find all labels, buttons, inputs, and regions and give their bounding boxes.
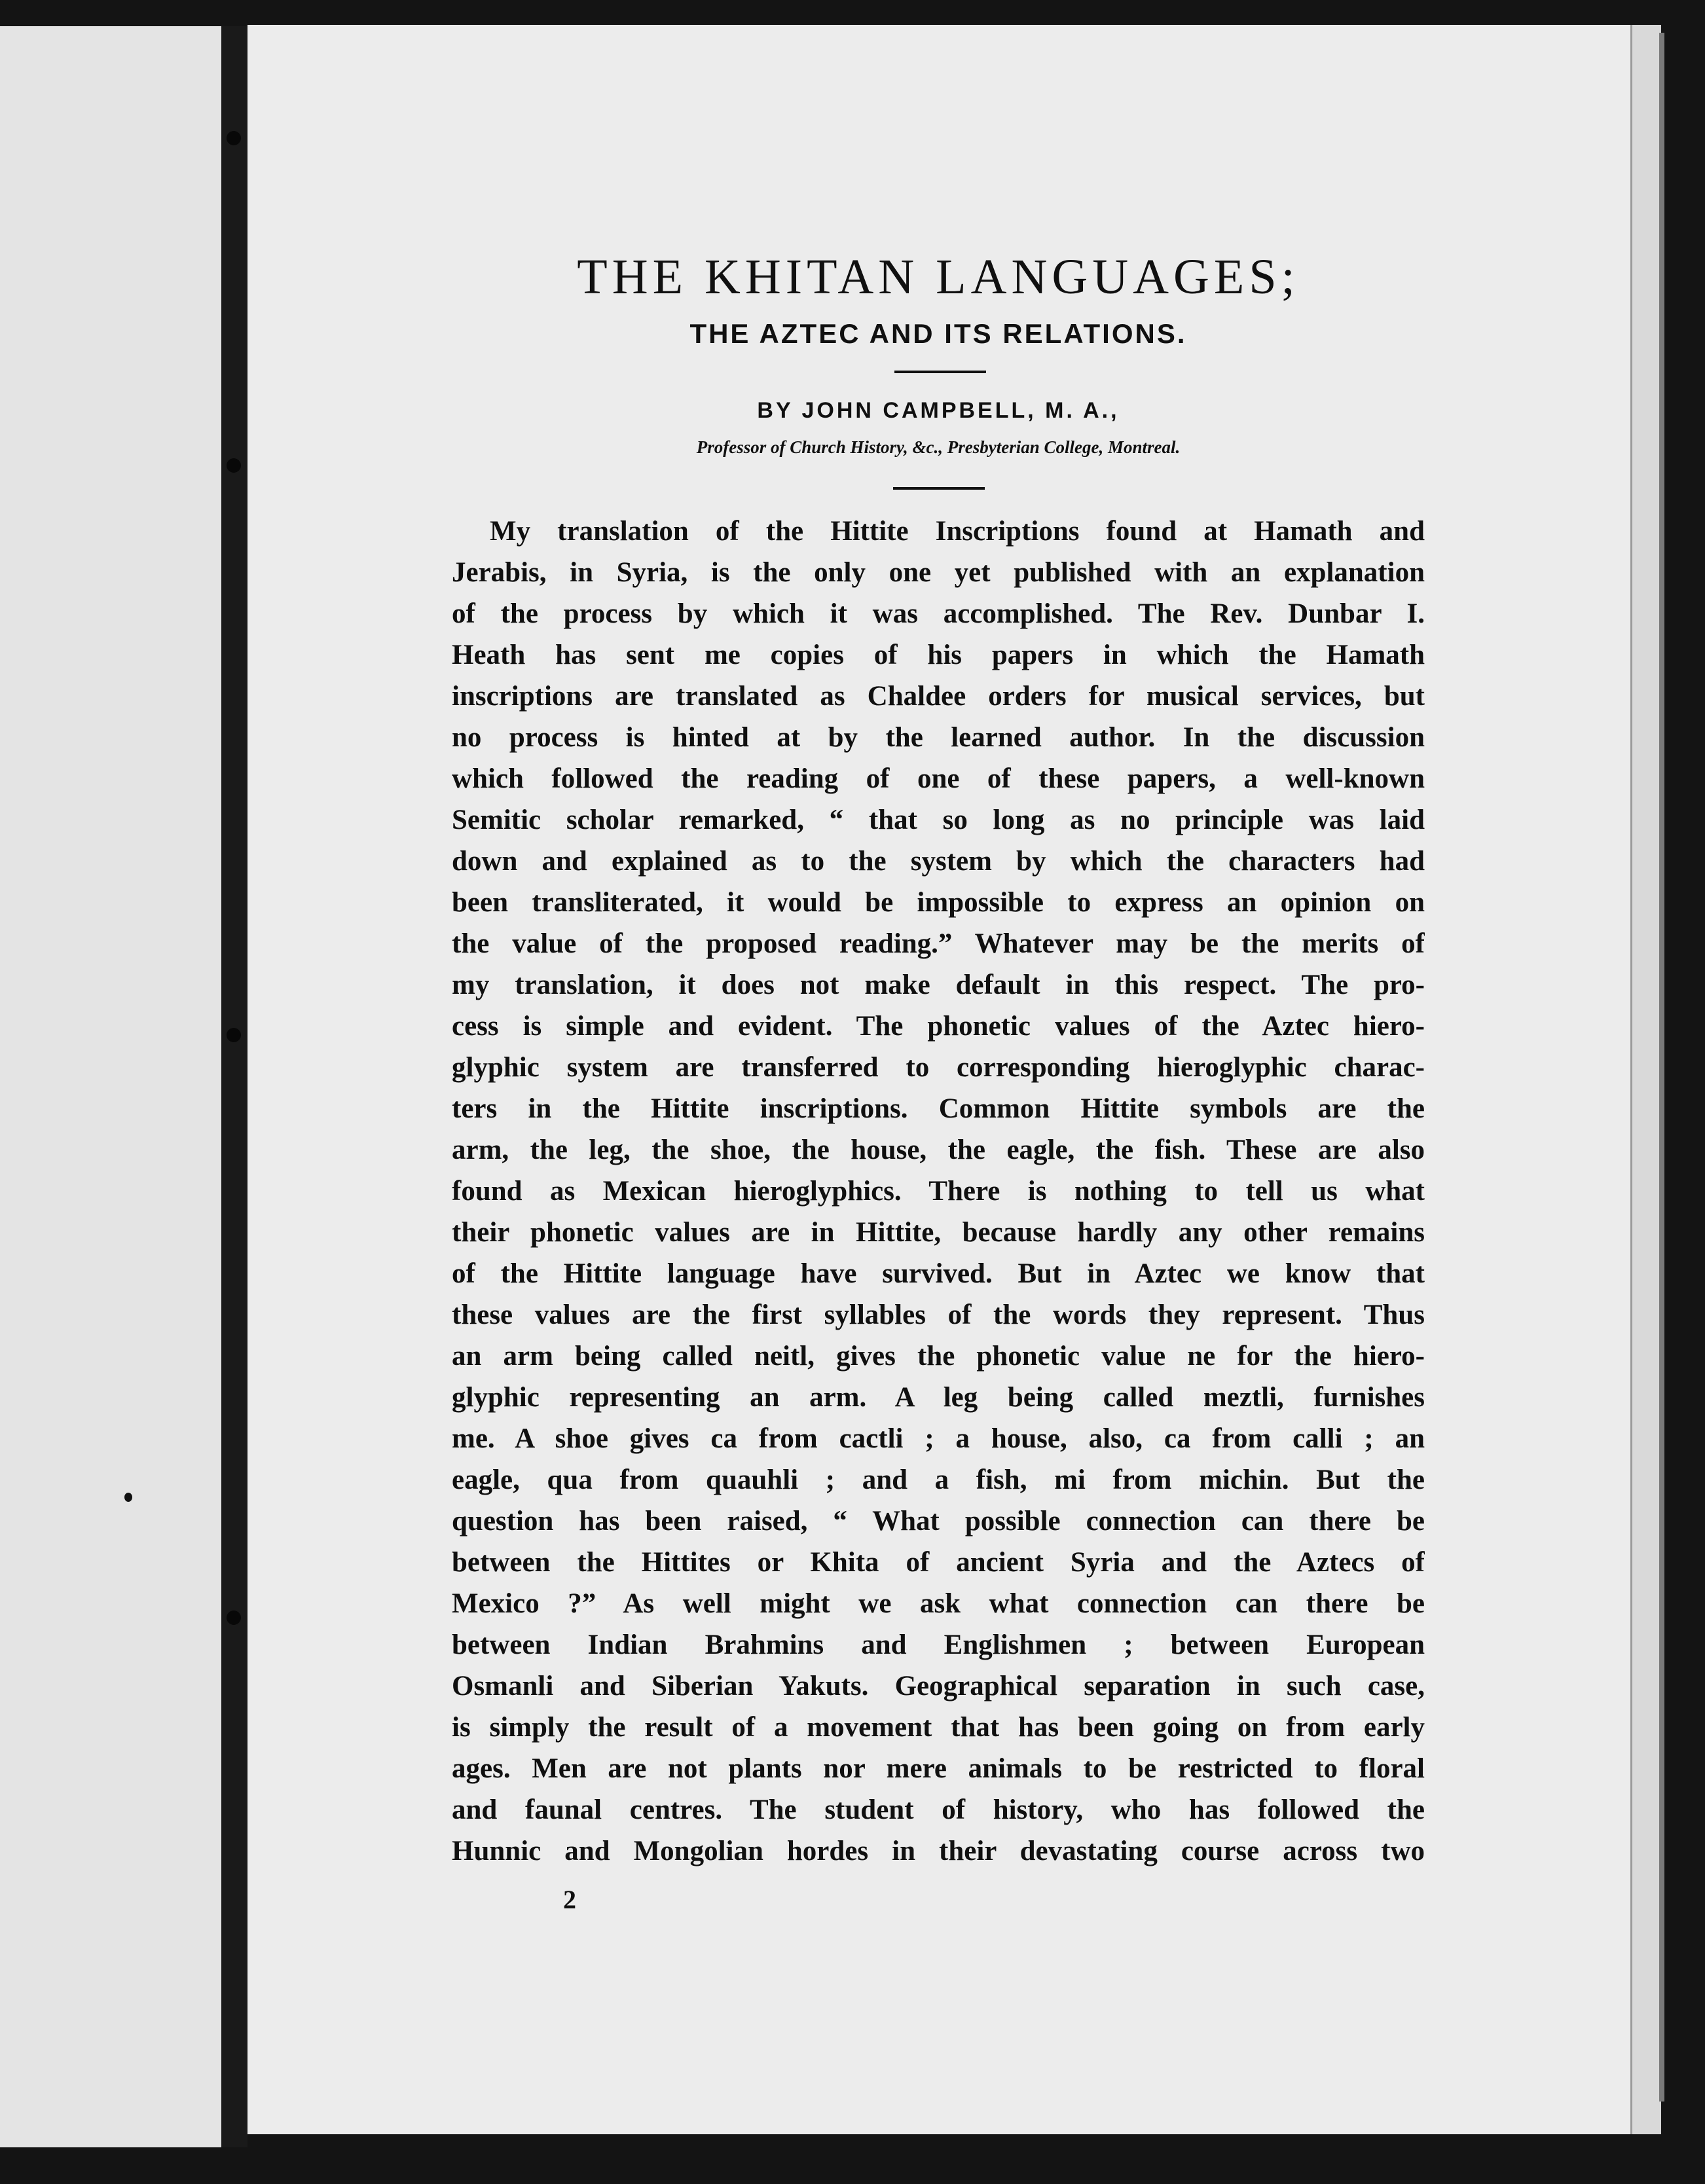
- text-line: inscriptions are translated as Chaldee orders for musical services, but: [452, 681, 1425, 712]
- text-line: Semitic scholar remarked, “ that so long as no principle was laid: [452, 805, 1425, 835]
- binding-thread: [227, 458, 241, 473]
- text-line: found as Mexican hieroglyphics. There is nothing to tell us what: [452, 1176, 1425, 1207]
- text-line: between Indian Brahmins and Englishmen ; between European: [452, 1629, 1425, 1660]
- text-line: Heath has sent me copies of his papers in which the Hamath: [452, 640, 1425, 670]
- text-line: which followed the reading of one of these papers, a well-known: [452, 763, 1425, 794]
- book-gutter: [221, 26, 248, 2147]
- body-text: [452, 511, 1425, 1872]
- text-line: no process is hinted at by the learned author. In the discussion: [452, 722, 1425, 753]
- text-line: question has been raised, “ What possible connection can there be: [452, 1506, 1425, 1537]
- divider-rule: [894, 371, 986, 373]
- text-line: Hunnic and Mongolian hordes in their devastating course across two: [452, 1836, 1425, 1866]
- text-line: My translation of the Hittite Inscriptions found at Hamath and: [490, 516, 1425, 547]
- binding-thread: [227, 1611, 241, 1625]
- text-line: Jerabis, in Syria, is the only one yet published with an explanation: [452, 557, 1425, 588]
- text-line: my translation, it does not make default in this respect. The pro-: [452, 970, 1425, 1000]
- text-line: ages. Men are not plants nor mere animals to be restricted to floral: [452, 1753, 1425, 1784]
- ink-speck: [124, 1493, 132, 1502]
- binding-thread: [227, 131, 241, 145]
- author-byline: BY JOHN CAMPBELL, M. A.,: [757, 398, 1120, 423]
- text-line: of the Hittite language have survived. But in Aztec we know that: [452, 1258, 1425, 1289]
- binding-thread: [227, 1028, 241, 1042]
- text-line: arm, the leg, the shoe, the house, the eagle, the fish. These are also: [452, 1135, 1425, 1165]
- text-line: an arm being called neitl, gives the phonetic value ne for the hiero-: [452, 1341, 1425, 1372]
- text-line: of the process by which it was accomplished. The Rev. Dunbar I.: [452, 598, 1425, 629]
- text-line: been transliterated, it would be impossible to express an opinion on: [452, 887, 1425, 918]
- divider-rule: [893, 487, 985, 490]
- author-affiliation: Professor of Church History, &c., Presbyterian College, Montreal.: [696, 437, 1181, 457]
- page-number: 2: [563, 1885, 576, 1914]
- text-line: eagle, qua from quauhli ; and a fish, mi from michin. But the: [452, 1465, 1425, 1495]
- text-line: between the Hittites or Khita of ancient Syria and the Aztecs of: [452, 1547, 1425, 1578]
- text-line: me. A shoe gives ca from cactli ; a house, also, ca from calli ; an: [452, 1423, 1425, 1454]
- text-line: Osmanli and Siberian Yakuts. Geographical separation in such case,: [452, 1671, 1425, 1702]
- text-line: glyphic representing an arm. A leg being called meztli, furnishes: [452, 1382, 1425, 1413]
- facing-page: [0, 26, 221, 2147]
- text-line: the value of the proposed reading.” Whatever may be the merits of: [452, 928, 1425, 959]
- article-title: THE KHITAN LANGUAGES;: [577, 249, 1300, 304]
- text-line: and faunal centres. The student of history, who has followed the: [452, 1794, 1425, 1825]
- text-line: cess is simple and evident. The phonetic values of the Aztec hiero-: [452, 1011, 1425, 1042]
- text-line: their phonetic values are in Hittite, because hardly any other remains: [452, 1217, 1425, 1248]
- article-subtitle: THE AZTEC AND ITS RELATIONS.: [689, 318, 1187, 349]
- page-edge: [1630, 25, 1661, 2134]
- text-line: is simply the result of a movement that has been going on from early: [452, 1712, 1425, 1743]
- page-edge-shadow: [1659, 33, 1664, 2102]
- text-line: Mexico ?” As well might we ask what connection can there be: [452, 1588, 1425, 1619]
- text-line: down and explained as to the system by which the characters had: [452, 846, 1425, 877]
- text-line: glyphic system are transferred to corresponding hieroglyphic charac-: [452, 1052, 1425, 1083]
- text-line: these values are the first syllables of the words they represent. Thus: [452, 1300, 1425, 1330]
- text-line: ters in the Hittite inscriptions. Common Hittite symbols are the: [452, 1093, 1425, 1124]
